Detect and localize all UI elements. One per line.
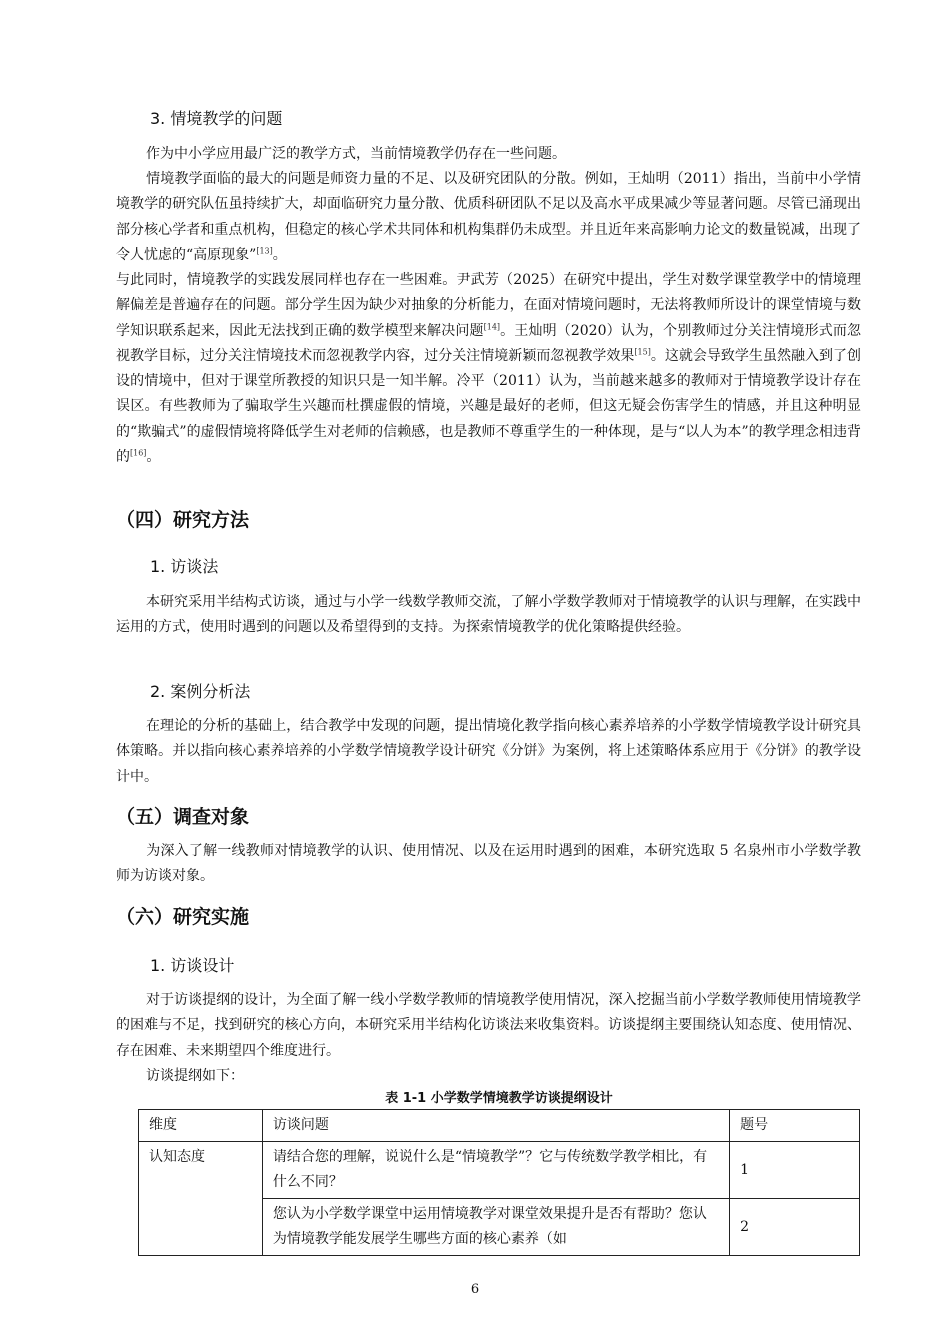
table-caption: 表 1-1 小学数学情境教学访谈提纲设计 [385,1091,613,1106]
section-4-heading: （四）研究方法 [116,509,250,531]
paragraph: 作为中小学应用最广泛的教学方式，当前情境教学仍存在一些问题。 [146,146,566,162]
interview-outline-table [138,1109,860,1256]
paragraph: 在理论的分析的基础上，结合教学中发现的问题，提出情境化教学指向核心素养培养的小学数学情境教学设计研究具体策略。并以指向核心素养培养的小学数学情境教学设计研究《分饼》为案例，将上述策略体系应用于《分饼》的教学设计中。 [116,718,861,785]
subsection-heading: 1. 访谈设计 [150,956,235,975]
table-header-cell: 维度 [139,1110,263,1142]
citation: [15] [634,347,651,357]
table-header-row [139,1110,860,1142]
paragraph: 本研究采用半结构式访谈，通过与小学一线数学教师交流，了解小学数学教师对于情境教学的认识与理解，在实践中运用的方式，使用时遇到的问题以及希望得到的支持。为探索情境教学的优化策略提供经验。 [116,594,861,636]
subsection-heading: 2. 案例分析法 [150,682,251,701]
section-5-heading: （五）调查对象 [116,806,250,828]
paragraph: 为深入了解一线教师对情境教学的认识、使用情况、以及在运用时遇到的困难，本研究选取 5 名泉州市小学数学教师为访谈对象。 [116,843,861,885]
citation: [16] [130,448,147,458]
paragraph: 情境教学面临的最大的问题是师资力量的不足、以及研究团队的分散。例如，王灿明（2011）指出，当前中小学情境教学的研究队伍虽持续扩大，却面临研究力量分散、优质科研团队不足以及高水平成果减少等显著问题。尽管已涌现出部分核心学者和重点机构，但稳定的核心学术共同体和机构集群仍未成型。并且近年来高影响力论文的数量锐减，出现了令人忧虑的“高原现象”[13]。 [116,171,861,263]
citation: [14] [483,321,501,331]
table-header-cell: 访谈问题 [262,1110,729,1142]
table-cell-number: 1 [730,1142,860,1199]
table-cell-dimension: 认知态度 [139,1142,263,1256]
paragraph: 与此同时，情境教学的实践发展同样也存在一些困难。尹武芳（2025）在研究中提出，学生对数学课堂教学中的情境理解偏差是普遍存在的问题。部分学生因为缺少对抽象的分析能力，在面对情境问题时，无法将教师所设计的课堂情境与数学知识联系起来，因此无法找到正确的数学模型来解决问题[14]。王灿明（2020）认为，个别教师过分关注情境形式而忽视教学目标，过分关注情境技术而忽视教学内容，过分关注情境新颖而忽视教学效果[15]。这就会导致学生虽然融入到了创设的情境中，但对于课堂所教授的知识只是一知半解。冷平（2011）认为，当前越来越多的教师对于情境教学设计存在误区。有些教师为了骗取学生兴趣而杜撰虚假的情境，兴趣是最好的老师，但这无疑会伤害学生的情感，并且这种明显的“欺骗式”的虚假情境将降低学生对老师的信赖感，也是教师不尊重学生的一种体现，是与“以人为本”的教学理念相违背的[16]。 [116,272,862,466]
table-header-cell: 题号 [730,1110,860,1142]
table-cell-question: 请结合您的理解，说说什么是“情境教学”？它与传统数学教学相比，有什么不同？ [262,1142,729,1199]
citation: [13] [256,246,273,256]
table-cell-question: 您认为小学数学课堂中运用情境教学对课堂效果提升是否有帮助？您认为情境教学能发展学生哪些方面的核心素养（如 [262,1199,729,1256]
page-number: 6 [470,1282,480,1297]
section-3-heading: 3. 情境教学的问题 [150,109,283,128]
paragraph: 访谈提纲如下： [146,1068,244,1084]
section-6-heading: （六）研究实施 [116,906,250,928]
table-cell-number: 2 [730,1199,860,1256]
subsection-heading: 1. 访谈法 [150,557,219,576]
table-row [139,1142,860,1199]
paragraph: 对于访谈提纲的设计，为全面了解一线小学数学教师的情境教学使用情况，深入挖掘当前小学数学教师使用情境教学的困难与不足，找到研究的核心方向，本研究采用半结构化访谈法来收集资料。访谈提纲主要围绕认知态度、使用情况、存在困难、未来期望四个维度进行。 [116,992,861,1059]
